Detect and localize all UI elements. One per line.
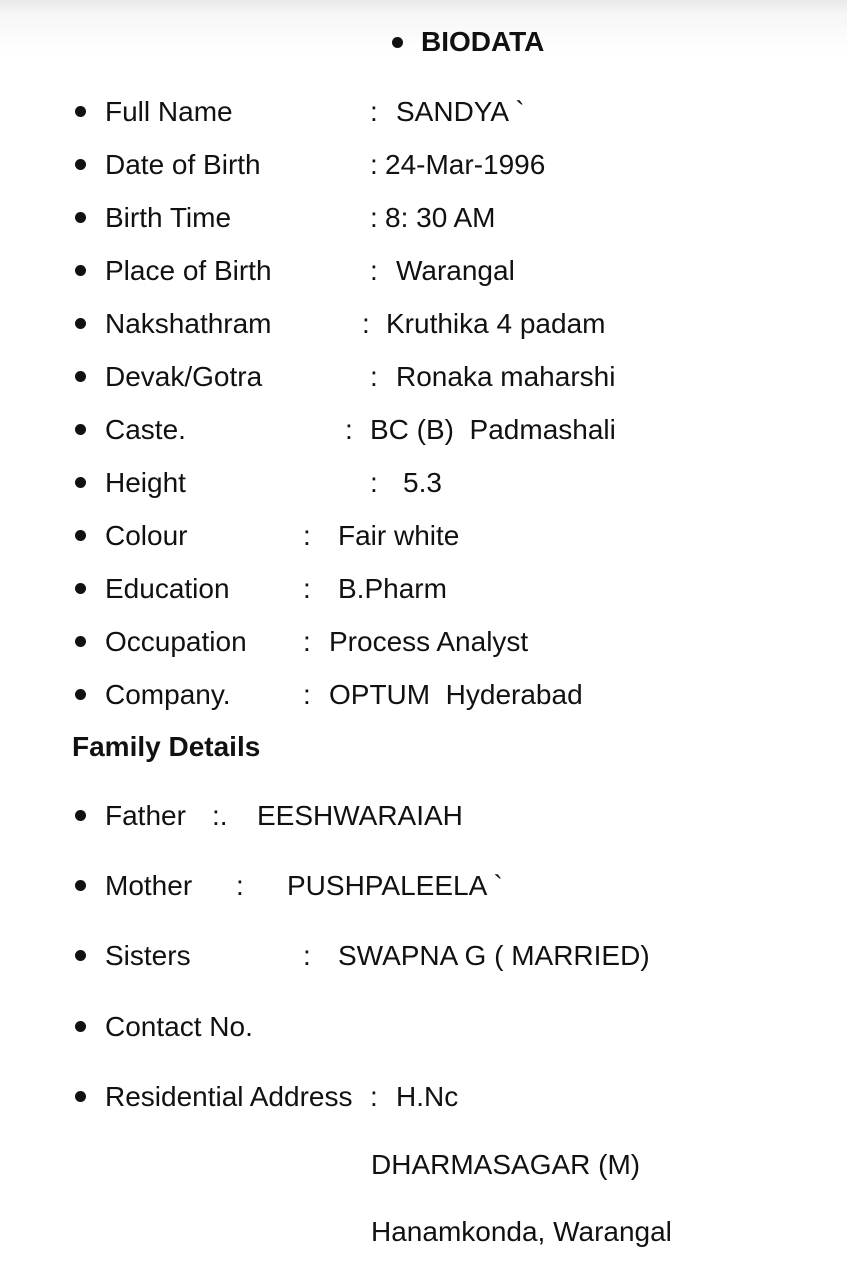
sep-colour: : bbox=[303, 520, 311, 551]
value-sisters: SWAPNA G ( MARRIED) bbox=[338, 940, 650, 971]
bullet-icon bbox=[75, 636, 86, 647]
label-occupation: Occupation bbox=[105, 626, 247, 657]
sep-occupation: : bbox=[303, 626, 311, 657]
bullet-icon bbox=[75, 212, 86, 223]
sep-nakshathram: : bbox=[362, 308, 370, 339]
label-place-of-birth: Place of Birth bbox=[105, 255, 272, 286]
sep-devak-gotra: : bbox=[370, 361, 378, 392]
sep-education: : bbox=[303, 573, 311, 604]
bullet-icon bbox=[75, 371, 86, 382]
family-details-heading: Family Details bbox=[72, 731, 261, 762]
label-mother: Mother bbox=[105, 870, 193, 901]
value-nakshathram: Kruthika 4 padam bbox=[386, 308, 606, 339]
sep-birth-time: : bbox=[370, 202, 378, 233]
title-bullet bbox=[392, 37, 403, 48]
bullet-icon bbox=[75, 106, 86, 117]
value-company: OPTUM Hyderabad bbox=[329, 679, 583, 710]
bullet-icon bbox=[75, 424, 86, 435]
bullet-icon bbox=[75, 530, 86, 541]
label-height: Height bbox=[105, 467, 186, 498]
bullet-icon bbox=[75, 950, 86, 961]
sep-company: : bbox=[303, 679, 311, 710]
value-occupation: Process Analyst bbox=[329, 626, 529, 657]
value-height: 5.3 bbox=[403, 467, 442, 498]
page-title: BIODATA bbox=[421, 26, 545, 57]
sep-full-name: : bbox=[370, 96, 378, 127]
bullet-icon bbox=[75, 689, 86, 700]
label-caste: Caste. bbox=[105, 414, 186, 445]
label-colour: Colour bbox=[105, 520, 188, 551]
bullet-icon bbox=[75, 880, 86, 891]
value-place-of-birth: Warangal bbox=[396, 255, 515, 286]
bullet-icon bbox=[75, 1021, 86, 1032]
bullet-icon bbox=[75, 583, 86, 594]
label-date-of-birth: Date of Birth bbox=[105, 149, 261, 180]
label-residential-address: Residential Address bbox=[105, 1081, 353, 1112]
sep-residential-address: : bbox=[370, 1081, 378, 1112]
sep-sisters: : bbox=[303, 940, 311, 971]
value-devak-gotra: Ronaka maharshi bbox=[396, 361, 616, 392]
address-line-2: Hanamkonda, Warangal bbox=[371, 1216, 672, 1247]
sep-father: :. bbox=[212, 800, 228, 831]
label-company: Company. bbox=[105, 679, 231, 710]
label-father: Father bbox=[105, 800, 186, 831]
value-residential-address: H.Nc bbox=[396, 1081, 459, 1112]
value-education: B.Pharm bbox=[338, 573, 447, 604]
sep-mother: : bbox=[236, 870, 244, 901]
label-birth-time: Birth Time bbox=[105, 202, 232, 233]
bullet-icon bbox=[75, 265, 86, 276]
sep-caste: : bbox=[345, 414, 353, 445]
sep-height: : bbox=[370, 467, 378, 498]
label-nakshathram: Nakshathram bbox=[105, 308, 272, 339]
label-sisters: Sisters bbox=[105, 940, 191, 971]
bullet-icon bbox=[75, 1091, 86, 1102]
label-devak-gotra: Devak/Gotra bbox=[105, 361, 263, 392]
value-date-of-birth: 24-Mar-1996 bbox=[385, 149, 546, 180]
value-full-name: SANDYA ` bbox=[396, 96, 525, 127]
label-full-name: Full Name bbox=[105, 96, 233, 127]
value-birth-time: 8: 30 AM bbox=[385, 202, 496, 233]
address-line-1: DHARMASAGAR (M) bbox=[371, 1149, 641, 1180]
sep-place-of-birth: : bbox=[370, 255, 378, 286]
value-mother: PUSHPALEELA ` bbox=[287, 870, 503, 901]
value-father: EESHWARAIAH bbox=[257, 800, 463, 831]
label-contact-no: Contact No. bbox=[105, 1011, 253, 1042]
bullet-icon bbox=[75, 810, 86, 821]
sep-date-of-birth: : bbox=[370, 149, 378, 180]
bullet-icon bbox=[75, 477, 86, 488]
bullet-icon bbox=[75, 318, 86, 329]
value-colour: Fair white bbox=[338, 520, 460, 551]
label-education: Education bbox=[105, 573, 230, 604]
value-caste: BC (B) Padmashali bbox=[370, 414, 616, 445]
bullet-icon bbox=[75, 159, 86, 170]
